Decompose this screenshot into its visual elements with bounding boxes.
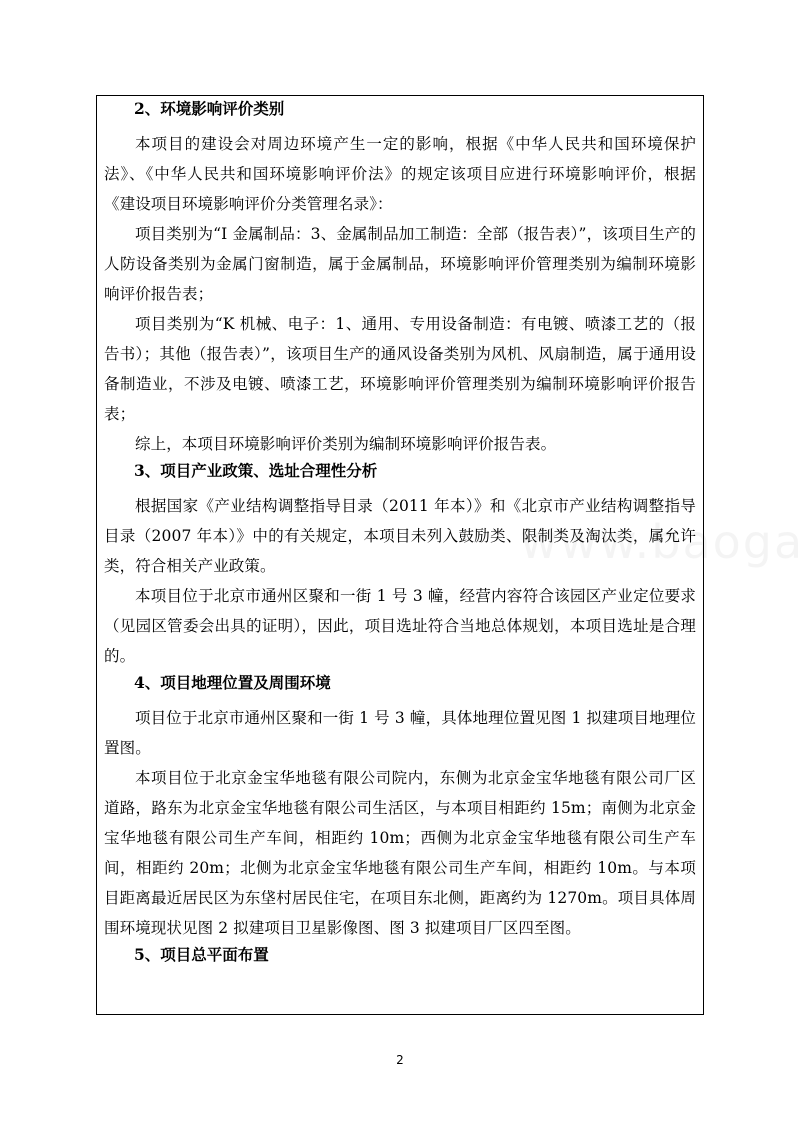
section-heading: 5、项目总平面布置 [134,945,269,964]
paragraph: 综上，本项目环境影响评价类别为编制环境影响评价报告表。 [135,435,557,453]
paragraph: 项目类别为“I 金属制品：3、金属制品加工制造：全部（报告表）”，该项目生产的人防设备类别为金属门窗制造，属于金属制品，环境影响评价管理类别为编制环境影响评价报告表； [104,225,696,303]
paragraph: 本项目位于北京金宝华地毯有限公司院内，东侧为北京金宝华地毯有限公司厂区道路，路东为北京金宝华地毯有限公司生活区，与本项目相距约 15m；南侧为北京金宝华地毯有限公司生产车间，相距约 10m；西侧为北京金宝华地毯有限公司生产车间，相距约 20m；北侧为北京金宝华地毯有限公司生产车间，相距约 10m。与本项目距离最近居民区为东垡村居民住宅，在项目东北侧，距离约为 1270m。项目具体周围环境现状见图 2 拟建项目卫星影像图、图 3 拟建项目厂区四至图。 [104,769,696,937]
section-heading: 3、项目产业政策、选址合理性分析 [134,461,378,480]
paragraph: 本项目的建设会对周边环境产生一定的影响，根据《中华人民共和国环境保护法》、《中华人民共和国环境影响评价法》的规定该项目应进行环境影响评价，根据《建设项目环境影响评价分类管理名录》： [104,135,696,213]
paragraph: 根据国家《产业结构调整指导目录（2011 年本）》和《北京市产业结构调整指导目录（2007 年本）》中的有关规定，本项目未列入鼓励类、限制类及淘汰类，属允许类，符合相关产业政策。 [104,497,696,575]
page-number: 2 [396,1053,404,1067]
section-4 [104,671,696,943]
paragraph: 项目位于北京市通州区聚和一街 1 号 3 幢，具体地理位置见图 1 拟建项目地理位置图。 [104,709,696,757]
document-body [104,97,696,975]
section-2 [104,97,696,459]
paragraph: 本项目位于北京市通州区聚和一街 1 号 3 幢，经营内容符合该园区产业定位要求（见园区管委会出具的证明），因此，项目选址符合当地总体规划，本项目选址是合理的。 [104,587,696,665]
section-heading: 2、环境影响评价类别 [134,99,285,118]
section-3 [104,459,696,671]
section-heading: 4、项目地理位置及周围环境 [134,673,331,692]
paragraph: 项目类别为“K 机械、电子：1、通用、专用设备制造：有电镀、喷漆工艺的（报告书）；其他（报告表）”，该项目生产的通风设备类别为风机、风扇制造，属于通用设备制造业，不涉及电镀、喷漆工艺，环境影响评价管理类别为编制环境影响评价报告表； [104,315,696,423]
section-5 [104,943,696,967]
